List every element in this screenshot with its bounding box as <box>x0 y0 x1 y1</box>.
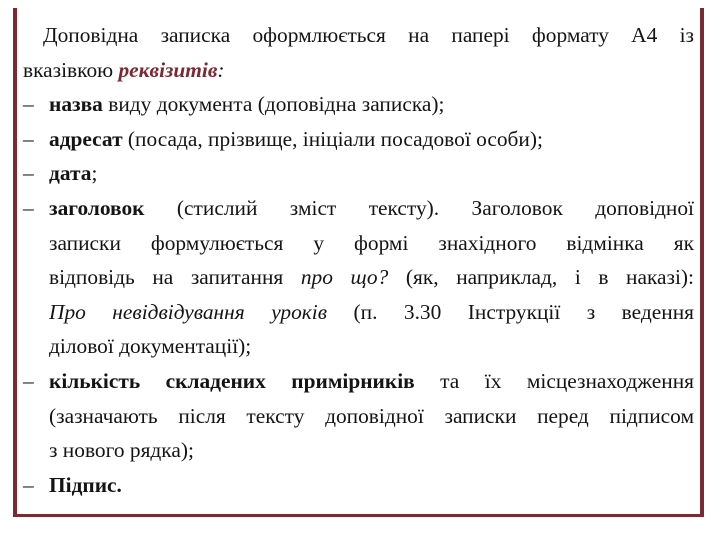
intro-line-1: Доповідна записка оформлюється на папері формату А4 із <box>43 23 694 47</box>
copies-line-3: з нового рядка); <box>49 438 194 463</box>
document-text <box>23 18 694 502</box>
dash-bullet: – <box>23 472 34 497</box>
heading-line-3: відповідь на запитання про що? (як, наприклад, і в наказі): <box>49 265 694 290</box>
list-item-copies: – кількість складених примірників та їх місцезнаходження <box>23 364 694 399</box>
heading-line-2: записки формулюється у формі знахідного відмінка як <box>49 230 694 255</box>
requisites-term: реквізитів <box>118 57 218 82</box>
list-item-addressee: – адресат (посада, прізвище, ініціали посадової особи); <box>23 122 694 157</box>
list-item-date: – дата; <box>23 156 694 191</box>
dash-bullet: – <box>23 161 34 186</box>
list-item-name: – назва виду документа (доповідна записка); <box>23 87 694 122</box>
copies-line-2: (зазначають після тексту доповідної записки перед підписом <box>49 403 694 428</box>
dash-bullet: – <box>23 92 34 117</box>
heading-line-5: ділової документації); <box>49 334 252 359</box>
dash-bullet: – <box>23 368 34 393</box>
dash-bullet: – <box>23 126 34 151</box>
heading-line-4: Про невідвідування уроків (п. 3.30 Інструкції з ведення <box>49 299 694 324</box>
dash-bullet: – <box>23 195 34 220</box>
list-item-heading: – заголовок (стислий зміст тексту). Заголовок доповідної <box>23 191 694 226</box>
intro-line-2: вказівкою реквізитів: <box>23 57 225 82</box>
list-item-signature: – Підпис. <box>23 468 694 503</box>
